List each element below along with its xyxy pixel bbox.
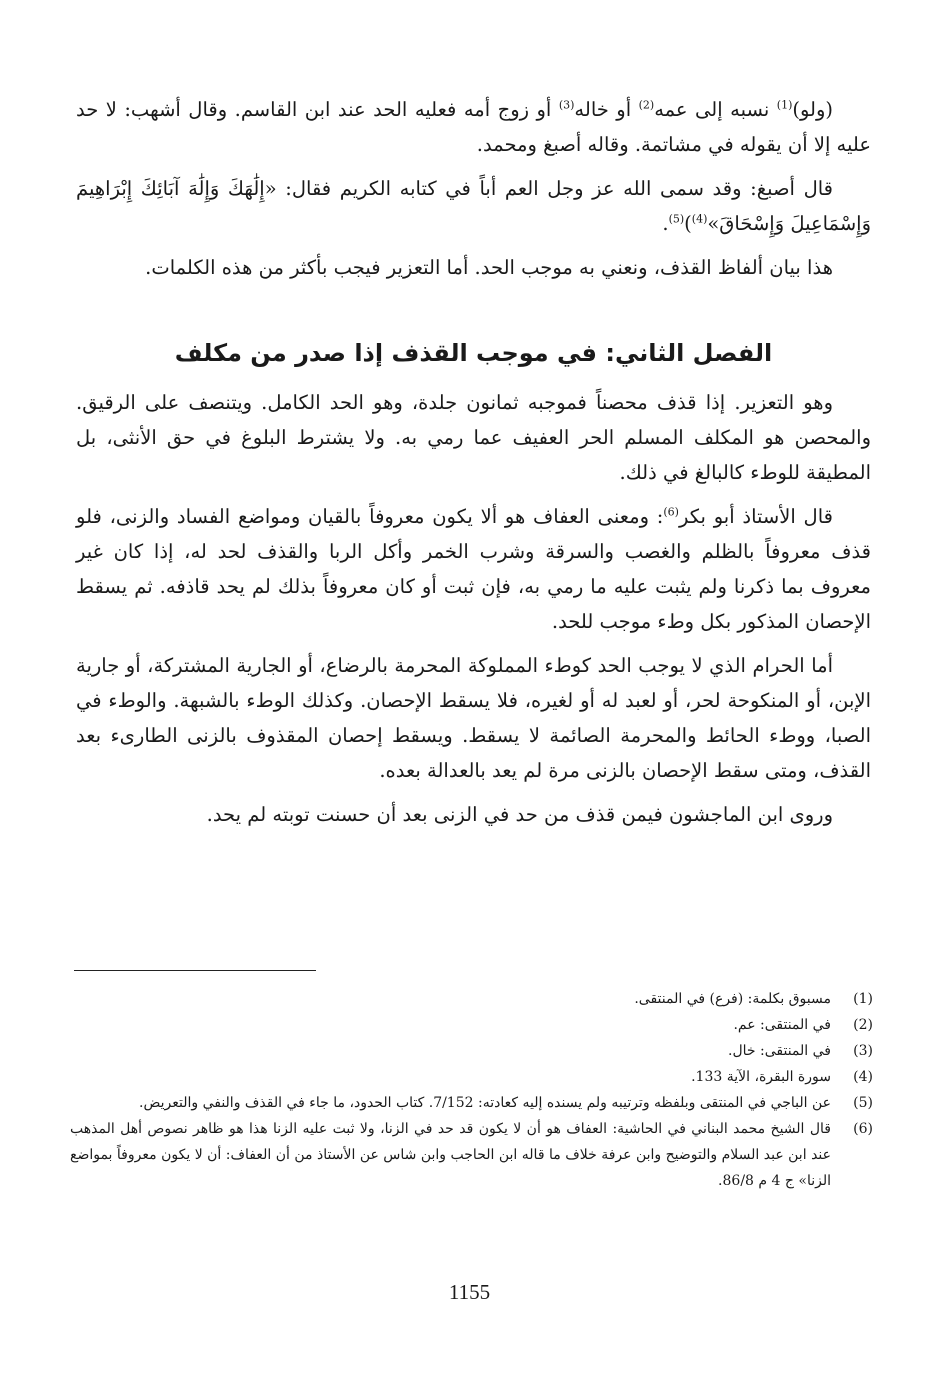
footnote-reference[interactable]: (5) [668, 212, 685, 226]
paragraph-text: وروى ابن الماجشون فيمن قذف من حد في الزنى بعد أن حسنت توبته لم يحد. [206, 803, 833, 826]
paragraph-text: ) [684, 212, 692, 235]
paragraph-text: أما الحرام الذي لا يوجب الحد كوطء المملوكة المحرمة بالرضاع، أو الجارية المشتركة، أو جارية الإبن، أو المنكوحة لحر، أو لعبد له أو لغيره، فلا يسقط الإحصان. وكذلك الوطء بالشبهة. والوطء في الصبا، ووطء الحائط والمحرمة الصائمة لا يسقط. ويسقط إحصان المقذوف بالزنى الطارىء بعد القذف، ومتى سقط الإحصان بالزنى مرة لم يعد بالعدالة بعده. [76, 654, 871, 782]
footnote-number: (2) [853, 1017, 873, 1033]
footnote-text: قال الشيخ محمد البناني في الحاشية: العفاف هو أن لا يكون قد حد في الزنا، ولا ثبت عليه الزنا هذا هو ظاهر نصوص أهل المذهب عند ابن عبد السلام والتوضيح وابن عرفة خلاف ما قاله ابن الحاجب وابن شاس عن الأستاذ من أن العفاف: أن لا يكون معروفاً بمواضع الزنا» ج 4 م 86/8. [70, 1121, 831, 1189]
paragraph-text: قال أصبغ: وقد سمى الله عز وجل العم أباً في كتابه الكريم فقال: «إِلَٰهَكَ وَإِلَٰهَ آبَائِكَ إِبْرَاهِيمَ وَإِسْمَاعِيلَ وَإِسْحَاقَ» [76, 177, 871, 235]
footnote-item [70, 1038, 873, 1064]
footnote-text: عن الباجي في المنتقى وبلفظه وترتيبه ولم يسنده إليه كعادته: 7/152. كتاب الحدود، ما جاء في القذف والنفي والتعريض. [139, 1095, 831, 1111]
paragraph-text: أو خاله [574, 98, 639, 121]
paragraph [76, 648, 871, 788]
paragraph [76, 171, 871, 241]
footnote-text: في المنتقى: خال. [728, 1043, 831, 1059]
footnote-reference[interactable]: (4) [691, 212, 708, 226]
top-paragraphs [76, 92, 871, 285]
paragraph [76, 499, 871, 639]
footnotes [70, 986, 873, 1194]
footnote-text: في المنتقى: عم. [733, 1017, 831, 1033]
paragraph [76, 385, 871, 490]
footnote-text: مسبوق بكلمة: (فرع) في المنتقى. [634, 991, 831, 1007]
paragraph [76, 250, 871, 285]
paragraph-text: (ولو) [792, 98, 834, 121]
footnote-number: (5) [853, 1095, 873, 1111]
paragraph [76, 797, 871, 832]
paragraph-text: وهو التعزير. إذا قذف محصناً فموجبه ثمانون جلدة، وهو الحد الكامل. ويتنصف على الرقيق. والمحصن هو المكلف المسلم الحر العفيف عما رمي به. ولا يشترط البلوغ في حق الأنثى، بل المطيقة للوطء كالبالغ في ذلك. [76, 391, 871, 484]
footnote-reference[interactable]: (1) [776, 98, 793, 112]
footnote-number: (6) [853, 1121, 873, 1137]
footnote-item [70, 1064, 873, 1090]
paragraph-text: . [662, 212, 669, 235]
footnote-item [70, 986, 873, 1012]
footnote-reference[interactable]: (3) [558, 98, 575, 112]
footnote-reference[interactable]: (6) [663, 505, 679, 519]
footnote-number: (1) [853, 991, 873, 1007]
footnote-number: (4) [853, 1069, 873, 1085]
paragraph-text: أو زوج أمه فعليه الحد عند ابن القاسم. وقال أشهب: لا حد عليه إلا أن يقوله في مشاتمة. وقاله أصبغ ومحمد. [76, 98, 871, 156]
page-number: 1155 [448, 1280, 491, 1304]
paragraph [76, 92, 871, 162]
page-body [76, 92, 871, 841]
body-paragraphs [76, 385, 871, 832]
footnote-separator [74, 970, 316, 971]
footnote-text: سورة البقرة، الآية 133. [691, 1069, 831, 1085]
chapter-heading: الفصل الثاني: في موجب القذف إذا صدر من مكلف [174, 339, 773, 367]
footnote-reference[interactable]: (2) [638, 98, 655, 112]
footnote-item [70, 1012, 873, 1038]
footnote-item [70, 1116, 873, 1194]
paragraph-text: قال الأستاذ أبو بكر [678, 505, 833, 528]
paragraph-text: نسبه إلى عمه [654, 98, 777, 121]
paragraph-text: : ومعنى العفاف هو ألا يكون معروفاً بالقيان ومواضع الفساد والزنى، فلو قذف معروفاً بالظلم والغصب والسرقة وشرب الخمر وأكل الربا والقذف لحد له، إذا كان غير معروف بما ذكرنا ولم يثبت عليه ما رمي به، فإن ثبت أو كان معروفاً بذلك لم يحد قاذفه. ثم يسقط الإحصان المذكور بكل وطء موجب للحد. [76, 505, 871, 633]
paragraph-text: هذا بيان ألفاظ القذف، ونعني به موجب الحد. أما التعزير فيجب بأكثر من هذه الكلمات. [145, 256, 833, 279]
footnote-number: (3) [853, 1043, 873, 1059]
footnote-item [70, 1090, 873, 1116]
